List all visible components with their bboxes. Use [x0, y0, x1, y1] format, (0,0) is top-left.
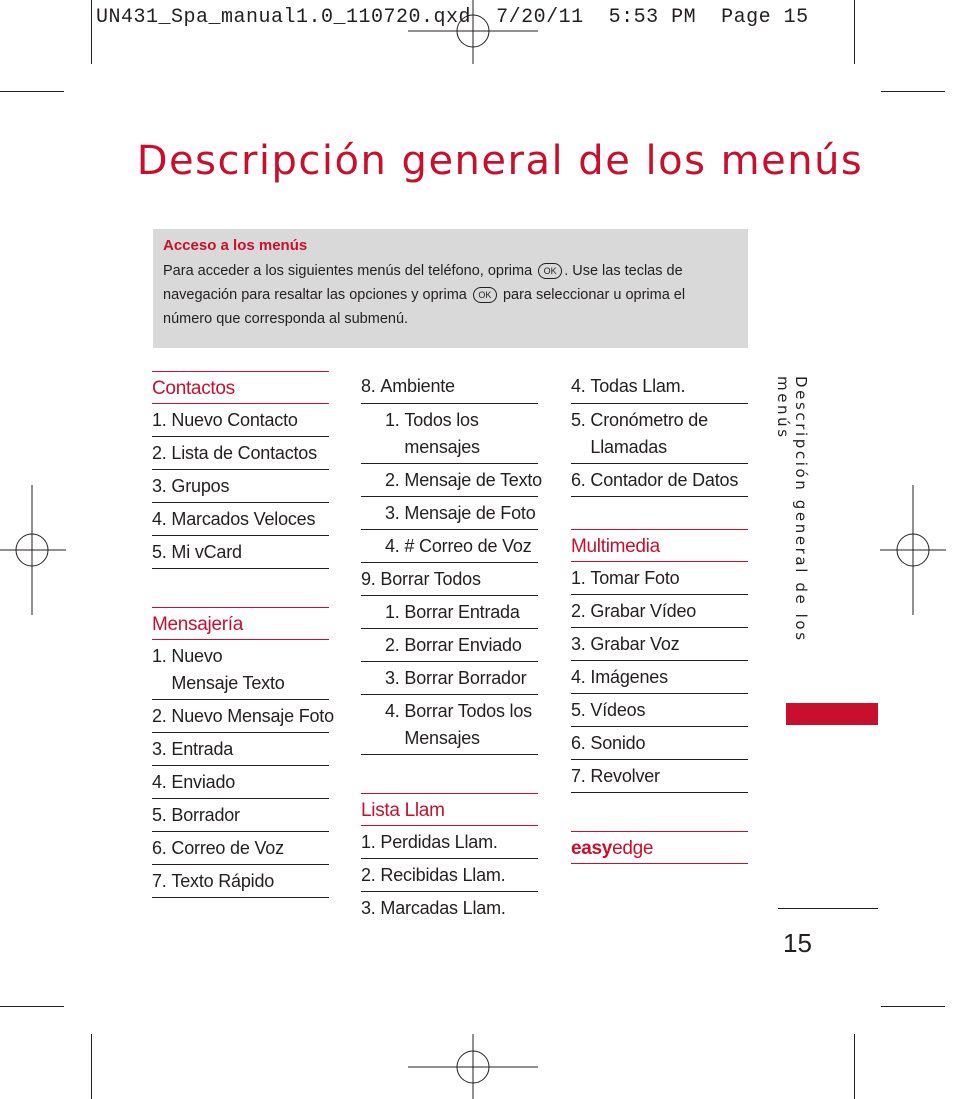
item-label: Mensaje de Texto [404, 470, 542, 490]
item-label: Sonido [590, 733, 646, 753]
item-number: 1. [361, 832, 381, 852]
crop-mark [0, 1006, 64, 1007]
ok-key-icon: OK [538, 263, 562, 279]
item-number: 8. [361, 376, 381, 396]
section-heading-multimedia: Multimedia [571, 529, 748, 562]
section-heading-lista-llam: Lista Llam [361, 793, 538, 826]
info-text-part: . Use las teclas de [564, 263, 683, 279]
menu-item [571, 727, 748, 760]
menu-item [152, 799, 329, 832]
item-label: Nuevo Mensaje Texto [171, 646, 285, 693]
menu-item [361, 826, 538, 859]
page-title: Descripción general de los menús [136, 138, 864, 184]
item-number: 4. [385, 701, 405, 721]
item-number: 5. [571, 410, 591, 430]
item-label: Recibidas Llam. [380, 865, 506, 885]
menu-item [361, 859, 538, 892]
item-number: 4. [385, 536, 405, 556]
item-number: 9. [361, 569, 381, 589]
easyedge-bold: easy [571, 838, 613, 859]
item-number: 4. [571, 667, 591, 687]
menu-column-2 [361, 371, 542, 924]
item-number: 2. [152, 706, 172, 726]
menu-column-1 [152, 371, 334, 898]
submenu-item [361, 404, 538, 464]
item-number: 1. [571, 568, 591, 588]
print-slug: UN431_Spa_manual1.0_110720.qxd 7/20/11 5:53 PM Page 15 [96, 6, 809, 29]
item-number: 3. [385, 668, 405, 688]
item-label: # Correo de Voz [404, 536, 532, 556]
item-label: Borrar Todos [380, 569, 481, 589]
item-number: 3. [361, 898, 381, 918]
item-label: Perdidas Llam. [380, 832, 498, 852]
menu-item [152, 470, 329, 503]
menu-item [571, 595, 748, 628]
submenu-item [361, 629, 538, 662]
info-box [153, 229, 748, 348]
item-number: 5. [571, 700, 591, 720]
item-number: 7. [571, 766, 591, 786]
menu-item [571, 661, 748, 694]
item-number: 4. [152, 772, 172, 792]
menu-item [152, 700, 334, 733]
item-number: 5. [152, 542, 172, 562]
page-number: 15 [783, 928, 812, 958]
item-label: Texto Rápido [171, 871, 275, 891]
menu-item [571, 760, 748, 793]
item-label: Borrador [171, 805, 240, 825]
item-number: 2. [361, 865, 381, 885]
registration-mark-top-icon [408, 0, 538, 64]
registration-mark-left-icon [0, 485, 66, 615]
item-label: Marcados Veloces [171, 509, 316, 529]
info-text-part: para seleccionar u oprima el [502, 287, 686, 303]
item-label: Nuevo Contacto [171, 410, 298, 430]
menu-item [571, 628, 748, 661]
menu-item-ambiente [361, 371, 538, 404]
menu-item [571, 464, 748, 497]
chapter-tab-bar [786, 703, 878, 725]
item-number: 1. [152, 646, 172, 666]
item-number: 4. [571, 376, 591, 396]
submenu-item [361, 497, 538, 530]
item-label: Borrar Todos los Mensajes [404, 701, 532, 748]
submenu-item [361, 695, 538, 755]
item-label: Marcadas Llam. [380, 898, 506, 918]
crop-mark [881, 1006, 945, 1007]
ok-key-icon: OK [473, 287, 497, 303]
item-label: Cronómetro de Llamadas [590, 410, 708, 457]
menu-item [361, 892, 538, 924]
section-heading-contactos: Contactos [152, 371, 329, 404]
item-number: 3. [571, 634, 591, 654]
menu-item [152, 766, 329, 799]
section-heading-mensajeria: Mensajería [152, 607, 329, 640]
item-label: Grabar Voz [590, 634, 680, 654]
item-label: Todos los mensajes [404, 410, 480, 457]
menu-item [152, 437, 329, 470]
menu-item [152, 733, 329, 766]
info-text-part: número que corresponda al submenú. [163, 311, 409, 327]
item-number: 6. [571, 470, 591, 490]
easyedge-rest: edge [612, 838, 654, 859]
crop-mark [854, 0, 855, 64]
item-number: 2. [152, 443, 172, 463]
item-number: 1. [385, 602, 405, 622]
item-number: 3. [385, 503, 405, 523]
info-box-text [163, 259, 738, 331]
item-label: Enviado [171, 772, 236, 792]
item-number: 2. [571, 601, 591, 621]
item-label: Entrada [171, 739, 234, 759]
menu-item [152, 404, 329, 437]
item-label: Borrar Borrador [404, 668, 527, 688]
menu-item [152, 536, 329, 569]
crop-mark [0, 91, 64, 92]
info-text-part: Para acceder a los siguientes menús del teléfono, oprima [163, 263, 533, 279]
submenu-item [361, 464, 542, 497]
item-number: 2. [385, 635, 405, 655]
crop-mark [854, 1034, 855, 1099]
menu-item-borrar [361, 563, 538, 596]
item-number: 1. [385, 410, 405, 430]
item-label: Borrar Entrada [404, 602, 520, 622]
menu-item [571, 371, 748, 404]
item-label: Nuevo Mensaje Foto [171, 706, 334, 726]
item-number: 2. [385, 470, 405, 490]
item-label: Borrar Enviado [404, 635, 522, 655]
item-label: Correo de Voz [171, 838, 284, 858]
registration-mark-bottom-icon [408, 1034, 538, 1099]
info-box-title: Acceso a los menús [163, 237, 308, 254]
item-label: Grupos [171, 476, 230, 496]
item-label: Mensaje de Foto [404, 503, 536, 523]
menu-item [571, 562, 748, 595]
submenu-item [361, 530, 538, 563]
page-number-rule [778, 908, 878, 909]
item-number: 1. [152, 410, 172, 430]
item-label: Todas Llam. [590, 376, 686, 396]
submenu-item [361, 596, 538, 629]
crop-mark [91, 1034, 92, 1099]
side-chapter-label: Descripción general de los menús [774, 376, 810, 643]
info-text-part: navegación para resaltar las opciones y oprima [163, 287, 467, 303]
item-number: 7. [152, 871, 172, 891]
section-heading-easyedge [571, 831, 748, 864]
item-label: Contador de Datos [590, 470, 739, 490]
menu-item [152, 640, 329, 700]
item-number: 3. [152, 739, 172, 759]
item-number: 3. [152, 476, 172, 496]
menu-item [571, 694, 748, 727]
menu-item [152, 503, 329, 536]
menu-item [152, 832, 329, 865]
crop-mark [881, 91, 945, 92]
item-label: Vídeos [590, 700, 646, 720]
item-label: Revolver [590, 766, 660, 786]
item-number: 4. [152, 509, 172, 529]
menu-item [152, 865, 329, 898]
menu-item [571, 404, 748, 464]
crop-mark [91, 0, 92, 64]
item-label: Imágenes [590, 667, 668, 687]
registration-mark-right-icon [880, 485, 946, 615]
item-label: Ambiente [380, 376, 455, 396]
item-label: Grabar Vídeo [590, 601, 697, 621]
submenu-item [361, 662, 538, 695]
menu-column-3 [571, 371, 748, 864]
item-number: 5. [152, 805, 172, 825]
item-number: 6. [571, 733, 591, 753]
item-number: 6. [152, 838, 172, 858]
item-label: Lista de Contactos [171, 443, 317, 463]
item-label: Tomar Foto [590, 568, 680, 588]
item-label: Mi vCard [171, 542, 242, 562]
